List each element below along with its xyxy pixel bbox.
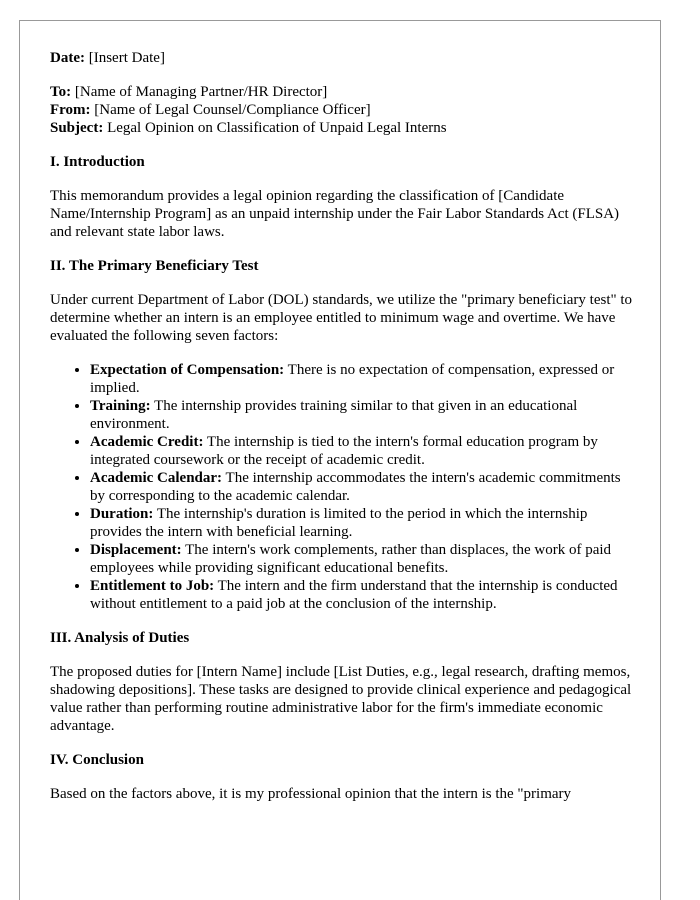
factor-label: Duration: [90,506,154,522]
factor-label: Academic Calendar: [90,470,223,486]
list-item [90,361,636,397]
list-item [90,577,636,613]
memo-subject-line [50,119,636,137]
subject-value: Legal Opinion on Classification of Unpaid Legal Interns [107,120,447,136]
duties-heading: III. Analysis of Duties [50,630,190,646]
intro-heading: I. Introduction [50,154,145,170]
test-paragraph: Under current Department of Labor (DOL) standards, we utilize the "primary beneficiary test" to determine whether an intern is an employee entitled to minimum wage and overtime. We have evaluated the following seven factors: [50,292,633,344]
test-heading: II. The Primary Beneficiary Test [50,258,259,274]
memo-from-line [50,101,636,119]
memo-header [50,83,636,137]
factor-label: Academic Credit: [90,434,204,450]
list-item [90,505,636,541]
list-item [90,433,636,469]
intro-paragraph: This memorandum provides a legal opinion regarding the classification of [Candidate Name/Internship Program] as an unpaid internship under the Fair Labor Standards Act (FLSA) and relevant state labor laws. [50,188,620,240]
factor-label: Expectation of Compensation: [90,362,285,378]
factors-list [50,361,636,613]
conclusion-heading: IV. Conclusion [50,752,144,768]
memo-to-line [50,83,636,101]
factor-text: The intern's work complements, rather than displaces, the work of paid employees while providing significant educational benefits. [90,542,612,576]
date-value: [Insert Date] [88,50,165,66]
date-label: Date: [50,50,85,66]
factor-text: The internship accommodates the intern's academic commitments by corresponding to the academic calendar. [90,470,621,504]
factor-text: The intern and the firm understand that the internship is conducted without entitlement to a paid job at the conclusion of the internship. [90,578,618,612]
list-item [90,541,636,577]
factor-text: There is no expectation of compensation, expressed or implied. [90,362,615,396]
list-item [90,469,636,505]
factor-label: Displacement: [90,542,182,558]
to-label: To: [50,84,72,100]
duties-paragraph: The proposed duties for [Intern Name] include [List Duties, e.g., legal research, drafting memos, shadowing depositions]. These tasks are designed to provide clinical experience and pedagogical value rather than performing routine administrative labor for the firm's immediate economic advantage. [50,664,632,734]
factor-text: The internship is tied to the intern's formal education program by integrated coursework or the receipt of academic credit. [90,434,598,468]
from-value: [Name of Legal Counsel/Compliance Officer] [94,102,371,118]
factor-label: Entitlement to Job: [90,578,215,594]
list-item [90,397,636,433]
factor-label: Training: [90,398,151,414]
from-label: From: [50,102,91,118]
to-value: [Name of Managing Partner/HR Director] [74,84,328,100]
factor-text: The internship's duration is limited to the period in which the internship provides the intern with beneficial learning. [90,506,588,540]
conclusion-paragraph: Based on the factors above, it is my professional opinion that the intern is the "primary [50,786,572,802]
subject-label: Subject: [50,120,104,136]
memo-body [50,49,636,803]
factor-text: The internship provides training similar to that given in an educational environment. [90,398,578,432]
memo-date-line [50,49,636,67]
document-page [19,20,661,900]
